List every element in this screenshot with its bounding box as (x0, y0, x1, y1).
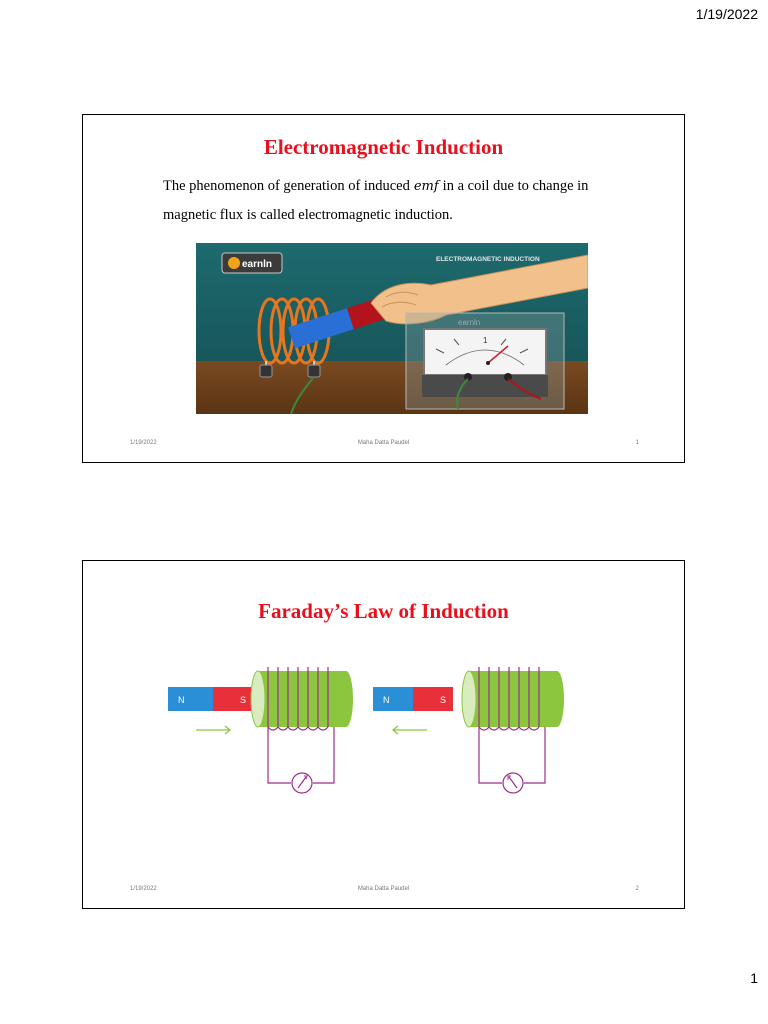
slide-faradays-law (82, 560, 685, 909)
slide-footer (83, 886, 684, 898)
slide-electromagnetic-induction (82, 114, 685, 463)
svg-text:S: S (440, 695, 447, 705)
svg-text:N: N (178, 695, 185, 705)
coil-core (469, 671, 557, 727)
page-number: 1 (750, 970, 758, 986)
slide-footer (83, 440, 684, 452)
magnet-north-pole (168, 687, 213, 711)
arrow-left-icon (393, 726, 427, 734)
faraday-diagram (168, 663, 588, 801)
footer-author: Maha Datta Paudel (357, 886, 410, 892)
setup-magnet-approaching (168, 667, 353, 793)
slide-title: Electromagnetic Induction (263, 135, 504, 159)
definition-text-part1: The phenomenon of generation of induced (163, 178, 410, 194)
svg-text:N: N (383, 695, 390, 705)
emf-symbol: emf (413, 179, 439, 194)
svg-text:S: S (240, 695, 247, 705)
svg-text:earnln: earnln (242, 259, 273, 270)
arrow-right-icon (196, 726, 230, 734)
setup-magnet-receding (373, 667, 564, 793)
magnet-south-pole (213, 687, 253, 711)
footer-author: Maha Datta Paudel (357, 440, 410, 446)
footer-date: 1/19/2022 (130, 886, 157, 892)
galvanometer (406, 313, 564, 409)
coil-core (258, 671, 346, 727)
footer-date: 1/19/2022 (130, 440, 157, 446)
svg-text:earnln: earnln (458, 318, 481, 327)
slide-title: Faraday’s Law of Induction (258, 599, 509, 623)
learnln-logo (222, 253, 282, 273)
svg-text:1: 1 (483, 336, 488, 345)
footer-slide-number: 2 (635, 886, 639, 892)
induction-illustration (196, 243, 588, 414)
definition-text (163, 172, 623, 229)
definition-text-part2: in a coil due to change in magnetic flux is called electromagnetic induction. (163, 178, 589, 223)
magnet-north-pole (373, 687, 413, 711)
banner-text: ELECTROMAGNETIC INDUCTION (436, 256, 540, 263)
magnet-south-pole (413, 687, 453, 711)
footer-slide-number: 1 (635, 440, 639, 446)
page-date: 1/19/2022 (695, 6, 758, 22)
